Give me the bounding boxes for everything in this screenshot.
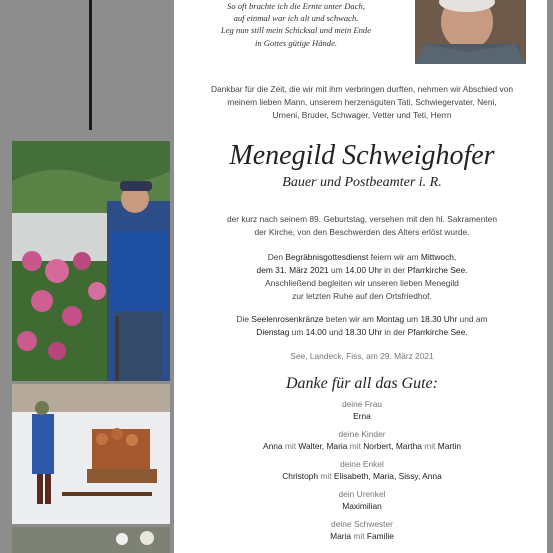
text: und am [457,314,488,324]
grandchildren-label: deine Enkel [340,459,384,469]
text: um [289,327,306,337]
intro-line: meinem lieben Mann, unserem herzensguten Tati, Schwiegervater, Neni, [227,97,497,107]
deceased-name: Menegild Schweighofer [229,140,495,171]
text-emph: Pfarrkirche See. [407,327,468,337]
text: mit [318,471,334,481]
right-border [547,0,553,553]
rosary-line-1 [178,313,546,325]
text: beten wir am [323,314,377,324]
text-emph: 18.30 Uhr [420,314,458,324]
left-photo-column [0,0,174,553]
photo-man-with-firewood [12,384,170,524]
photo-man-with-flowers [12,141,170,381]
intro-line: Dankbar für die Zeit, die wir mit ihm verbringen durften, nehmen wir Abschied von [210,84,514,94]
text-emph: Anna [262,441,283,451]
wife-label: deine Frau [341,399,383,409]
text-emph: Seelenrosenkränze [251,314,324,324]
rosary-line-2 [178,326,546,338]
funeral-line-4: zur letzten Ruhe auf den Ortsfriedhof. [292,291,432,301]
text-emph: Walter, Maria [298,441,348,451]
text: feiern wir am [368,252,421,262]
poem-line: auf einmal war ich alt und schwach. [233,13,359,24]
text-emph: Christoph [282,471,319,481]
poem-line: in Gottes gütige Hände. [254,37,338,48]
text: mit [282,441,299,451]
text-emph: Montag [376,314,405,324]
great-grandchild-name: Maximilian [342,501,382,511]
funeral-line-2 [178,264,546,276]
text-emph: Norbert, Martha [363,441,422,451]
photo-bottom [12,527,170,553]
text-emph: Maria [330,531,352,541]
text-emph: Pfarrkirche See. [407,265,468,275]
text-emph: 18.30 Uhr [345,327,383,337]
children-names [178,440,546,452]
text-emph: Mittwoch, [420,252,457,262]
text-emph: 14.00 Uhr [345,265,382,275]
text: mit [421,441,438,451]
wife-name: Erna [353,411,371,421]
poem-line: So oft brachte ich die Ernte unter Dach, [227,1,365,11]
text-emph: Familie [366,531,394,541]
text: Die [236,314,252,324]
text: um [328,265,346,275]
place-date: See, Landeck, Fiss, am 29. März 2021 [290,351,434,361]
text-emph: dem 31. März 2021 [256,265,329,275]
poem-line: Leg nun still mein Schicksal und mein Ende [220,25,372,36]
funeral-line-1 [178,251,546,263]
text-emph: Begräbnisgottesdienst [285,252,369,262]
text: in der [381,265,408,275]
text: in der [382,327,408,337]
text: mit [347,441,364,451]
intro-line: Urneni, Bruder, Schwager, Vetter und Teti, Herrn [272,110,452,120]
death-line: der kurz nach seinem 89. Geburtstag, versehen mit den hl. Sakramenten [226,214,497,224]
text: Den [267,252,286,262]
deceased-role: Bauer und Postbeamter i. R. [282,175,442,190]
grandchildren-names [178,470,546,482]
thanks-heading: Danke für all das Gute: [286,375,438,392]
cross-icon [89,0,92,130]
text-emph: Dienstag [256,327,290,337]
children-label: deine Kinder [338,429,386,439]
sister-names [178,530,546,542]
text-emph: 14.00 [305,327,327,337]
text-emph: Elisabeth, Maria, Sissy, Anna [333,471,442,481]
text: und [326,327,346,337]
poem [180,0,412,49]
great-grandchild-label: dein Urenkel [338,489,386,499]
text: mit [351,531,367,541]
portrait-photo [415,0,526,64]
text-emph: Martin [437,441,461,451]
text: um [404,314,421,324]
sister-label: deine Schwester [331,519,393,529]
funeral-line-3: Anschließend begleiten wir unseren lieben Menegild [265,278,459,288]
death-line: der Kirche, von den Beschwerden des Alters erlöst wurde. [254,227,470,237]
